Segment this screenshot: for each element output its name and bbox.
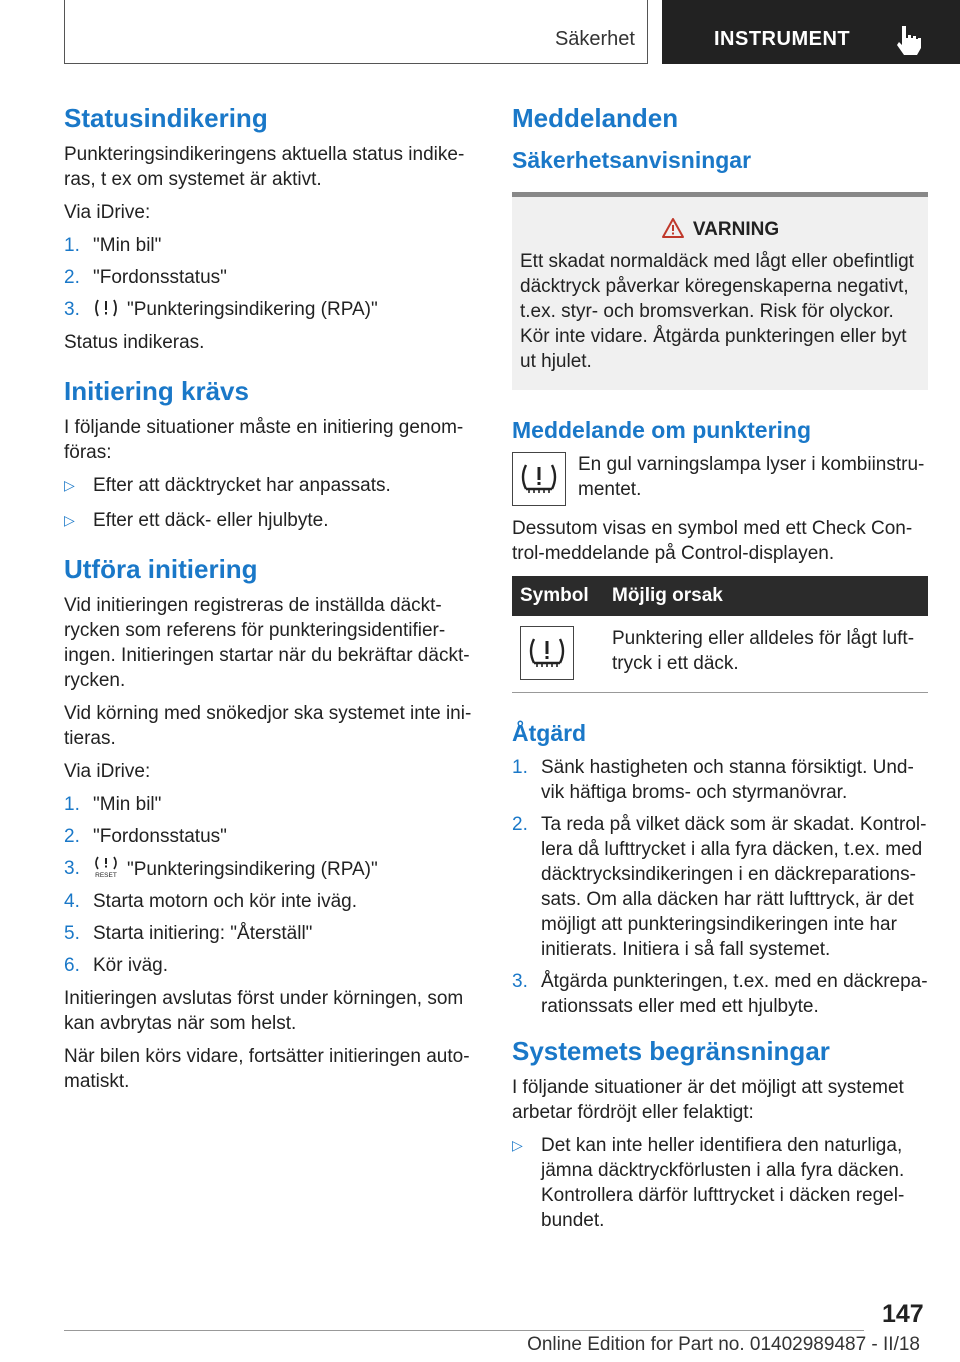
warning-triangle-icon <box>661 217 685 239</box>
list-item: 3. RESET "Punkteringsindikering (RPA)" <box>64 858 378 880</box>
action-heading: Åtgärd <box>512 720 587 746</box>
status-heading: Statusindikering <box>64 103 268 133</box>
table-divider <box>512 692 928 693</box>
puncture-heading: Meddelande om punktering <box>512 417 812 443</box>
action-steps <box>512 755 928 1019</box>
tire-reset-icon <box>93 856 119 878</box>
status-result: Status indikeras. <box>64 332 205 353</box>
page-number: 147 <box>882 1300 924 1328</box>
init-required-heading: Initiering krävs <box>64 376 249 406</box>
footer-divider <box>64 1330 864 1331</box>
puncture-text: Dessutom visas en symbol med ett Check Con-trol-meddelande på Control-displayen. <box>512 518 913 564</box>
warning-title: VARNING <box>520 217 920 241</box>
perform-text-2: Vid körning med snökedjor ska systemet inte ini-tieras. <box>64 703 472 749</box>
section-name: Säkerhet <box>554 28 635 50</box>
list-item: 1. "Min bil" <box>64 235 162 256</box>
perform-text-4: När bilen körs vidare, fortsätter initieringen auto-matiskt. <box>64 1046 470 1092</box>
list-item: 2. "Fordonsstatus" <box>64 267 227 288</box>
status-steps <box>64 233 478 322</box>
perform-text-1: Vid initieringen registreras de inställda däckt-rycken som referens för punkteringsidentifier-ingen. Initieringen startar när du bekräftar däckt-rycken. <box>64 595 470 691</box>
list-item: 1. "Min bil" <box>64 794 162 815</box>
status-text: Punkteringsindikeringens aktuella status indike-ras, t ex om systemet är aktivt. <box>64 144 465 190</box>
limits-text: I följande situationer är det möjligt att systemet arbetar fördröjt eller felaktigt: <box>512 1077 904 1123</box>
list-item: ▷ Efter att däcktrycket har anpassats. <box>64 475 391 496</box>
perform-text-3: Initieringen avslutas först under körningen, som kan avbrytas när som helst. <box>64 988 464 1034</box>
init-required-bullets <box>64 473 478 533</box>
list-item: 3. "Punkteringsindikering (RPA)" <box>64 299 378 320</box>
warning-text: Ett skadat normaldäck med lågt eller obefintligt däcktryck påverkar köregenskaperna negativt, t.ex. styr- och bromsverkan. Risk för olyckor. Kör inte vidare. Åtgärda punkteringen eller byt ut hjulet. <box>520 251 914 372</box>
perform-steps <box>64 792 478 978</box>
list-item: 2. Ta reda på vilket däck som är skadat. Kontrol-lera då lufttrycket i alla fyra däcken, t.ex. med däcktrycksindikeringen i en däckreparations-sats. Om alla däcken har rätt lufttryck, är det möjligt att punkteringsindikeringen inte har initierats. Initiera i så fall systemet. <box>512 814 927 960</box>
chapter-name: INSTRUMENT <box>714 28 851 50</box>
init-required-text: I följande situationer måste en initiering genom-föras: <box>64 417 464 463</box>
tire-warning-icon <box>93 298 119 318</box>
list-item: ▷ Efter ett däck- eller hjulbyte. <box>64 510 329 531</box>
puncture-lamp-row <box>512 452 928 506</box>
list-item: 6. Kör iväg. <box>64 955 168 976</box>
perform-via: Via iDrive: <box>64 761 151 782</box>
right-column <box>512 100 928 1241</box>
limits-heading: Systemets begränsningar <box>512 1036 830 1066</box>
list-item: 2. "Fordonsstatus" <box>64 826 227 847</box>
table-header-symbol: Symbol <box>512 576 604 616</box>
header-chapter-tab <box>662 0 960 64</box>
list-item: 5. Starta initiering: "Återställ" <box>64 923 313 944</box>
edition-text: Online Edition for Part no. 01402989487 - II/18 <box>527 1334 920 1355</box>
tire-pressure-symbol-icon <box>520 626 574 680</box>
puncture-lamp-text: En gul varningslampa lyser i kombiinstru-mentet. <box>578 454 925 500</box>
warning-box <box>512 192 928 390</box>
list-item: 1. Sänk hastigheten och stanna försiktigt. Und-vik häftiga broms- och styrmanövrar. <box>512 757 914 803</box>
list-item: ▷ Det kan inte heller identifiera den naturliga, jämna däcktryckförlusten i alla fyra däcken. Kontrollera därför lufttrycket i däcken regel-bundet. <box>512 1135 905 1231</box>
table-header-cause: Möjlig orsak <box>604 576 928 616</box>
pointing-hand-icon <box>894 24 922 56</box>
safety-heading: Säkerhetsanvisningar <box>512 147 752 173</box>
table-cell-cause: Punktering eller alldeles för lågt luft-tryck i ett däck. <box>612 628 915 674</box>
list-item: 3. Åtgärda punkteringen, t.ex. med en däckrepa-rationssats eller med ett hjulbyte. <box>512 971 928 1017</box>
reset-icon-label: RESET <box>95 872 117 878</box>
perform-heading: Utföra initiering <box>64 554 258 584</box>
limits-bullets <box>512 1133 928 1233</box>
tire-pressure-warning-icon <box>512 452 566 506</box>
header-section-tab <box>64 0 648 64</box>
messages-heading: Meddelanden <box>512 103 679 133</box>
status-via: Via iDrive: <box>64 202 151 223</box>
message-table <box>512 576 928 692</box>
list-item: 4. Starta motorn och kör inte iväg. <box>64 891 358 912</box>
table-row <box>512 616 928 692</box>
left-column <box>64 100 478 1102</box>
